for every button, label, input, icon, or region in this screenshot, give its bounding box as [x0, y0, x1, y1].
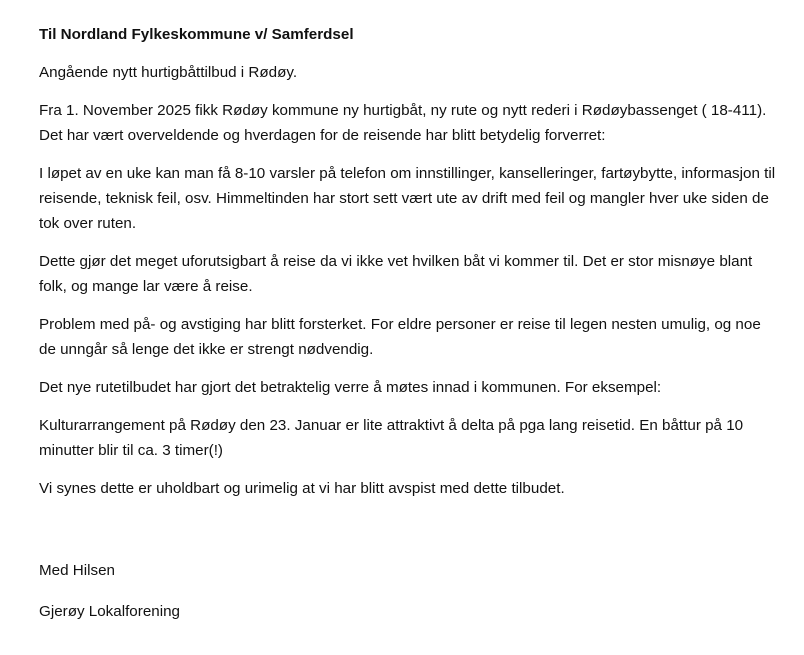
paragraph-unpredictable: Dette gjør det meget uforutsigbart å reise da vi ikke vet hvilken båt vi kommer til. Det er stor misnøye blant folk, og mange lar være å reise.	[39, 253, 753, 295]
paragraph-notifications: I løpet av en uke kan man få 8-10 varsler på telefon om innstillinger, kanselleringer, fartøybytte, informasjon til reisende, teknisk feil, osv. Himmeltinden har stort sett vært ute av drift med feil og mangler hver uke siden de tok over ruten.	[39, 165, 776, 232]
paragraph-boarding: Problem med på- og avstiging har blitt forsterket. For eldre personer er reise til legen nesten umulig, og noe de unngår så lenge det ikke er strengt nødvendig.	[39, 316, 761, 358]
letter-closing: Med Hilsen	[39, 562, 115, 579]
paragraph-conclusion: Vi synes dette er uholdbart og urimelig at vi har blitt avspist med dette tilbudet.	[39, 480, 565, 497]
paragraph-example: Kulturarrangement på Rødøy den 23. Januar er lite attraktivt å delta på pga lang reisetid. En båttur på 10 minutter blir til ca. 3 timer(!)	[39, 417, 744, 459]
paragraph-schedule: Det nye rutetilbudet har gjort det betraktelig verre å møtes innad i kommunen. For eksempel:	[39, 379, 662, 396]
letter-document	[39, 22, 779, 637]
letter-title: Til Nordland Fylkeskommune v/ Samferdsel	[39, 26, 354, 43]
spacer	[39, 514, 779, 558]
letter-signature: Gjerøy Lokalforening	[39, 603, 180, 620]
paragraph-intro: Fra 1. November 2025 fikk Rødøy kommune ny hurtigbåt, ny rute og nytt rederi i Rødøybassenget ( 18-411). Det har vært overveldende og hverdagen for de reisende har blitt betydelig forverret:	[39, 102, 767, 144]
letter-subject: Angående nytt hurtigbåttilbud i Rødøy.	[39, 64, 298, 81]
